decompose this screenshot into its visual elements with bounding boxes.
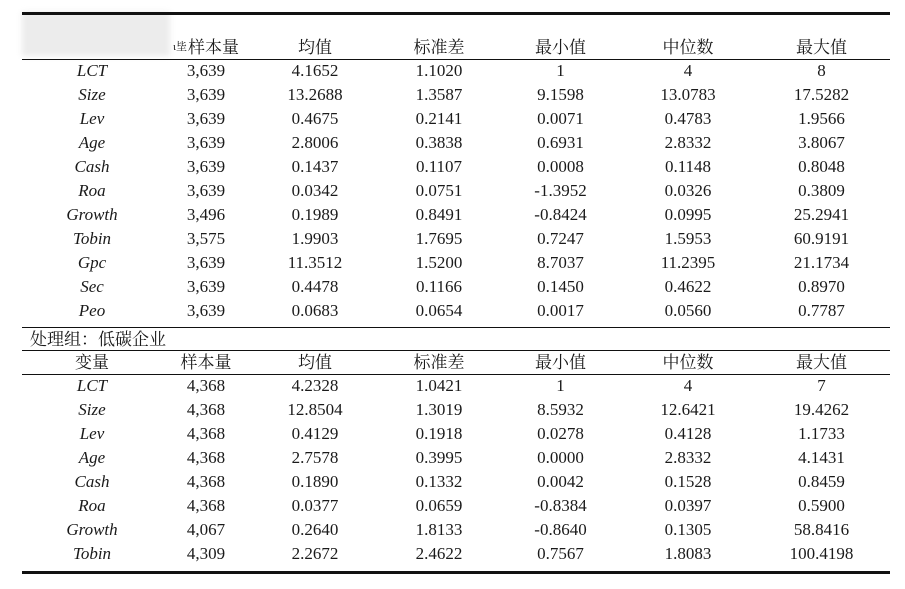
value-cell: 1.0421 [415,376,463,395]
value-cell: 0.7787 [798,301,845,320]
value-cell: -0.8640 [534,520,587,539]
value-cell: 0.4478 [291,277,339,296]
value-cell: 12.8504 [287,400,343,419]
value-cell: 0.0042 [537,472,584,491]
value-cell: 3,575 [186,229,226,248]
value-cell: 0.3838 [415,133,463,152]
value-cell: 3,639 [186,277,226,296]
value-cell: 0.6931 [537,133,584,152]
variable-name-cell: Tobin [72,544,112,563]
table-row [22,494,890,518]
value-cell: 60.9191 [793,229,850,248]
value-cell: 0.1148 [664,157,712,176]
header-rule-bottom [22,350,890,351]
table-row [22,227,890,251]
value-cell: 4.1652 [291,61,339,80]
variable-name-cell: Gpc [77,253,107,272]
variable-name-cell: Age [78,448,106,467]
value-cell: 0.0017 [537,301,584,320]
value-cell: 1.3019 [415,400,463,419]
header-cell: 中位数 [662,353,714,372]
variable-name-cell: Growth [66,520,118,539]
value-cell: 1.5200 [415,253,463,272]
value-cell: 7 [817,376,826,395]
table-row [22,155,890,179]
value-cell: 0.2640 [291,520,339,539]
value-cell: 0.3809 [798,181,845,200]
treatment-group-stats-table [22,351,890,566]
value-cell: 4,368 [186,448,226,467]
variable-name-cell: Size [78,400,106,419]
value-cell: 12.6421 [660,400,716,419]
value-cell: 0.7247 [537,229,584,248]
table-row [22,542,890,566]
value-cell: 4,368 [186,400,226,419]
value-cell: -0.8384 [534,496,587,515]
value-cell: 0.4783 [664,109,712,128]
value-cell: 3,639 [186,301,226,320]
value-cell: 0.1107 [415,157,463,176]
table-row [22,83,890,107]
value-cell: 0.8970 [798,277,845,296]
variable-name-cell: LCT [76,61,108,80]
value-cell: 0.0326 [664,181,712,200]
value-cell: 8 [817,61,826,80]
value-cell: 2.7578 [291,448,339,467]
table-row [22,131,890,155]
value-cell: 2.8332 [664,448,712,467]
value-cell: 0.0751 [415,181,463,200]
variable-name-cell: Lev [79,424,105,443]
value-cell: 13.0783 [660,85,716,104]
value-cell: 0.7567 [537,544,584,563]
header-cell: 最小值 [535,38,586,57]
value-cell: 0.0377 [291,496,339,515]
header-cell: 最小值 [535,353,586,372]
bottom-rule [22,571,890,574]
variable-name-cell: Tobin [72,229,112,248]
value-cell: 0.0683 [291,301,339,320]
table-header-row [22,36,890,59]
value-cell: 19.4262 [793,400,850,419]
table-row [22,374,890,398]
control-group-stats-table [22,36,890,323]
value-cell: 0.3995 [415,448,463,467]
value-cell: 1.3587 [415,85,463,104]
value-cell: 0.0278 [537,424,584,443]
value-cell: 0.4675 [291,109,339,128]
value-cell: 3,639 [186,109,226,128]
variable-name-cell: Age [78,133,106,152]
value-cell: 0.0008 [537,157,584,176]
header-cell: 均值 [298,353,332,372]
value-cell: 4,309 [186,544,226,563]
value-cell: 0.0000 [537,448,584,467]
table-row [22,470,890,494]
value-cell: -0.8424 [534,205,587,224]
table-row [22,179,890,203]
variable-name-cell: Cash [74,157,110,176]
header-cell: 最大值 [796,353,847,372]
variable-name-cell: Lev [79,109,105,128]
table-row [22,251,890,275]
table-row [22,107,890,131]
value-cell: 11.2395 [660,253,716,272]
value-cell: 0.1332 [415,472,463,491]
value-cell: 1.7695 [415,229,463,248]
value-cell: 0.1918 [415,424,463,443]
value-cell: 3,639 [186,133,226,152]
value-cell: 0.0995 [664,205,712,224]
value-cell: 3,639 [186,85,226,104]
value-cell: 11.3512 [287,253,343,272]
value-cell: 58.8416 [793,520,850,539]
value-cell: 1.8133 [415,520,463,539]
variable-name-cell: Roa [78,181,106,200]
value-cell: 4,368 [186,424,226,443]
group-divider-rule [22,327,890,328]
header-cell: 均值 [298,38,332,57]
value-cell: -1.3952 [534,181,587,200]
value-cell: 2.8006 [291,133,339,152]
value-cell: 0.1890 [291,472,339,491]
value-cell: 8.7037 [537,253,584,272]
value-cell: 9.1598 [537,85,584,104]
header-cell: 样本量 [180,353,232,372]
table-row [22,422,890,446]
value-cell: 0.4622 [664,277,712,296]
value-cell: 3.8067 [798,133,845,152]
value-cell: 0.2141 [415,109,463,128]
header-cell-variable [22,36,162,59]
value-cell: 0.1989 [291,205,339,224]
table-row [22,446,890,470]
header-cell: 标准差 [413,38,465,57]
value-cell: 0.8048 [798,157,845,176]
header-cell: 标准差 [413,353,465,372]
value-cell: 0.1166 [415,277,463,296]
value-cell: 2.4622 [415,544,463,563]
value-cell: 1.9566 [798,109,845,128]
group-label: 处理组：低碳企业 [30,330,166,349]
table-row [22,59,890,83]
value-cell: 1 [556,61,565,80]
value-cell: 25.2941 [793,205,850,224]
value-cell: 0.1450 [537,277,584,296]
value-cell: 0.4128 [664,424,712,443]
top-rule [22,12,890,15]
header-underline-rule [22,374,890,375]
value-cell: 0.4129 [291,424,339,443]
table-header-row [22,351,890,374]
value-cell: 1.5953 [664,229,712,248]
variable-name-cell: Peo [78,301,106,320]
value-cell: 3,639 [186,253,226,272]
value-cell: 0.0342 [291,181,339,200]
value-cell: 0.5900 [798,496,845,515]
header-cell: 中位数 [662,38,714,57]
value-cell: 4 [683,376,693,395]
value-cell: 4,368 [186,496,226,515]
variable-name-cell: Cash [74,472,110,491]
value-cell: 8.5932 [537,400,584,419]
header-cell: 最大值 [796,38,847,57]
value-cell: 1.8083 [664,544,712,563]
value-cell: 0.1437 [291,157,339,176]
value-cell: 1 [556,376,565,395]
value-cell: 0.8491 [415,205,463,224]
variable-name-cell: Growth [66,205,118,224]
value-cell: 3,639 [186,61,226,80]
header-cell: 变量 [75,353,109,372]
value-cell: 3,496 [186,205,226,224]
value-cell: 4.2328 [291,376,339,395]
value-cell: 2.2672 [291,544,339,563]
variable-name-cell: Sec [80,277,104,296]
variable-name-cell: Roa [78,496,106,515]
value-cell: 0.0654 [415,301,463,320]
header-mark: ɩ坒 [173,41,187,53]
value-cell: 0.1305 [664,520,712,539]
value-cell: 0.0071 [537,109,584,128]
value-cell: 3,639 [186,157,226,176]
value-cell: 4.1431 [798,448,845,467]
value-cell: 4,368 [186,376,226,395]
value-cell: 0.8459 [798,472,845,491]
value-cell: 0.0560 [664,301,712,320]
value-cell: 13.2688 [287,85,343,104]
value-cell: 0.0659 [415,496,463,515]
value-cell: 1.9903 [291,229,339,248]
table-row [22,203,890,227]
table-row [22,299,890,323]
table-row [22,398,890,422]
variable-name-cell: Size [78,85,106,104]
value-cell: 0.0397 [664,496,712,515]
value-cell: 100.4198 [789,544,854,563]
value-cell: 1.1733 [798,424,845,443]
header-rule-top [22,59,890,60]
value-cell: 1.1020 [415,61,463,80]
value-cell: 4,368 [186,472,226,491]
value-cell: 4 [683,61,693,80]
table-row [22,518,890,542]
value-cell: 2.8332 [664,133,712,152]
variable-name-cell: LCT [76,376,108,395]
value-cell: 4,067 [186,520,226,539]
header-cell [162,36,250,59]
value-cell: 17.5282 [793,85,850,104]
value-cell: 3,639 [186,181,226,200]
value-cell: 21.1734 [793,253,850,272]
value-cell: 0.1528 [664,472,712,491]
table-row [22,275,890,299]
header-label: 样本量 [187,38,239,57]
